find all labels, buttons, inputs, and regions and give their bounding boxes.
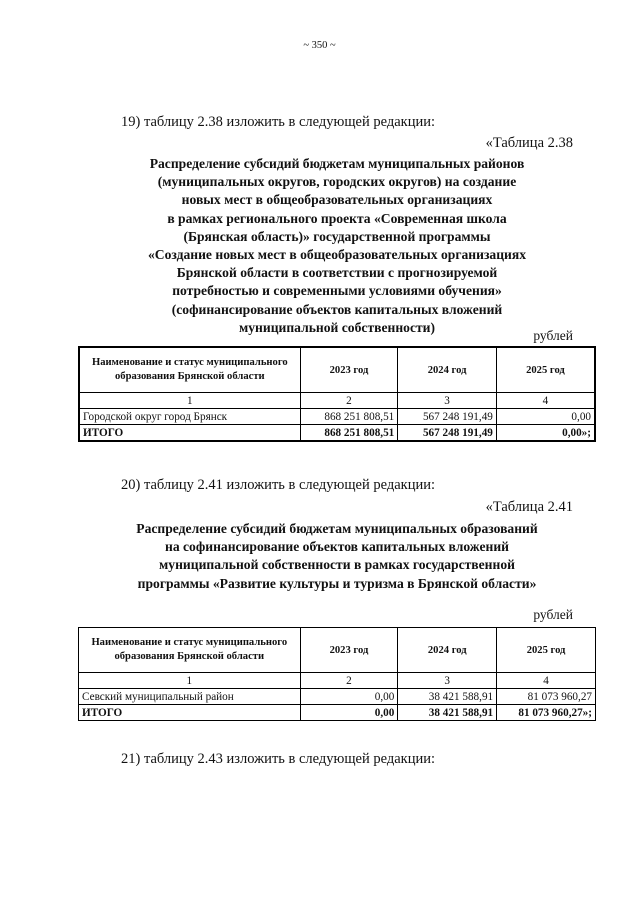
header-2023: 2023 год	[300, 628, 398, 673]
units-label: рублей	[533, 328, 573, 343]
table-row	[79, 409, 595, 425]
table-2-38-heading	[78, 155, 596, 337]
units-label: рублей	[533, 607, 573, 622]
row-name-cell: Городской округ город Брянск	[79, 409, 300, 425]
row-name-cell: Севский муниципальный район	[79, 689, 301, 705]
page-number: ~ 350 ~	[303, 40, 336, 51]
total-value-cell: 0,00	[300, 705, 398, 721]
total-value-cell: 81 073 960,27»;	[497, 705, 596, 721]
header-2025: 2025 год	[496, 347, 595, 393]
heading-line: программы «Развитие культуры и туризма в Брянской области»	[137, 575, 537, 591]
table-header-row	[79, 347, 595, 393]
table-2-41	[78, 627, 596, 721]
table-2-41-heading	[78, 520, 596, 593]
index-cell: 1	[79, 673, 301, 689]
row-value-cell: 868 251 808,51	[300, 409, 398, 425]
table-row	[79, 689, 596, 705]
row-value-cell: 0,00	[300, 689, 398, 705]
heading-line: (софинансирование объектов капитальных вложений	[171, 301, 503, 317]
table-header-row	[79, 628, 596, 673]
index-cell: 2	[300, 673, 398, 689]
total-value-cell: 38 421 588,91	[398, 705, 497, 721]
table-index-row	[79, 393, 595, 409]
row-value-cell: 81 073 960,27	[497, 689, 596, 705]
header-2024: 2024 год	[398, 347, 497, 393]
heading-line: Брянской области в соответствии с прогнозируемой	[176, 265, 498, 281]
heading-line: (муниципальных округов, городских округов) на создание	[157, 174, 517, 190]
heading-line: на софинансирование объектов капитальных вложений	[165, 539, 509, 555]
header-2024: 2024 год	[398, 628, 497, 673]
heading-line: потребностью и современными условиями обучения»	[172, 283, 502, 299]
index-cell: 4	[496, 393, 595, 409]
item-21-text: 21) таблицу 2.43 изложить в следующей редакции:	[121, 751, 436, 767]
heading-line: муниципальной собственности в рамках государственной	[159, 557, 515, 573]
row-value-cell: 38 421 588,91	[398, 689, 497, 705]
heading-line: муниципальной собственности)	[238, 319, 436, 335]
row-value-cell: 567 248 191,49	[398, 409, 497, 425]
header-2023: 2023 год	[300, 347, 398, 393]
index-cell: 3	[398, 673, 497, 689]
table-2-38-label: «Таблица 2.38	[485, 135, 573, 151]
total-value-cell: 868 251 808,51	[300, 425, 398, 442]
row-value-cell: 0,00	[496, 409, 595, 425]
header-name: Наименование и статус муниципального образования Брянской области	[79, 347, 300, 393]
heading-line: Распределение субсидий бюджетам муниципальных районов	[149, 156, 525, 171]
total-label-cell: ИТОГО	[79, 705, 301, 721]
table-total-row	[79, 705, 596, 721]
index-cell: 1	[79, 393, 300, 409]
header-2025: 2025 год	[497, 628, 596, 673]
item-20-text: 20) таблицу 2.41 изложить в следующей редакции:	[121, 477, 436, 493]
header-name: Наименование и статус муниципального образования Брянской области	[79, 628, 301, 673]
index-cell: 2	[300, 393, 398, 409]
total-label-cell: ИТОГО	[79, 425, 300, 442]
heading-line: Распределение субсидий бюджетам муниципальных образований	[136, 521, 538, 536]
heading-line: в рамках регионального проекта «Современная школа	[167, 210, 507, 226]
heading-line: «Создание новых мест в общеобразовательных организациях	[147, 247, 527, 263]
table-2-41-label: «Таблица 2.41	[485, 499, 573, 515]
index-cell: 4	[497, 673, 596, 689]
table-total-row	[79, 425, 595, 442]
item-19-text: 19) таблицу 2.38 изложить в следующей редакции:	[121, 114, 436, 130]
table-2-38	[78, 346, 596, 442]
total-value-cell: 567 248 191,49	[398, 425, 497, 442]
heading-line: новых мест в общеобразовательных организациях	[181, 192, 493, 208]
table-index-row	[79, 673, 596, 689]
index-cell: 3	[398, 393, 497, 409]
total-value-cell: 0,00»;	[496, 425, 595, 442]
heading-line: (Брянская область)» государственной программы	[183, 228, 491, 244]
